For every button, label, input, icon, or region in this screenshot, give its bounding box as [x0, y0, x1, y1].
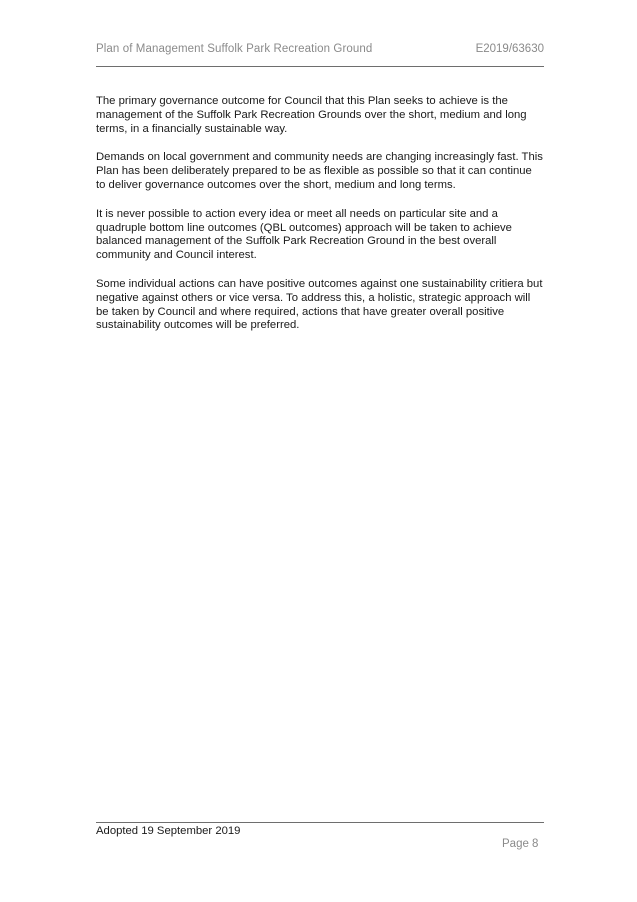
body-text	[96, 95, 544, 348]
page-number: Page 8	[502, 838, 539, 850]
page-header	[96, 40, 544, 67]
paragraph-changing-demands: Demands on local government and community needs are changing increasingly fast. This Plan has been deliberately prepared to be as flexible as possible so that it can continue to deliver governance outcomes over the short, medium and long terms.	[96, 151, 543, 191]
adoption-date: Adopted 19 September 2019	[96, 825, 241, 837]
paragraph-qbl-approach: It is never possible to action every idea or meet all needs on particular site and a quadruple bottom line outcomes (QBL outcomes) approach will be taken to achieve balanced management of the Suffolk Park Recreation Ground in the best overall community and Council interest.	[96, 207, 512, 262]
document-title: Plan of Management Suffolk Park Recreation Ground	[96, 43, 373, 55]
footer-divider	[96, 822, 544, 823]
paragraph-governance-outcome: The primary governance outcome for Council that this Plan seeks to achieve is the management of the Suffolk Park Recreation Grounds over the short, medium and long terms, in a financially sustainable way.	[96, 95, 527, 135]
document-reference: E2019/63630	[475, 43, 544, 55]
paragraph-sustainability-actions: Some individual actions can have positive outcomes against one sustainability critiera but negative against others or vice versa. To address this, a holistic, strategic approach will be taken by Council and where required, actions that have greater overall positive sustainability outcomes will be preferred.	[96, 277, 543, 332]
